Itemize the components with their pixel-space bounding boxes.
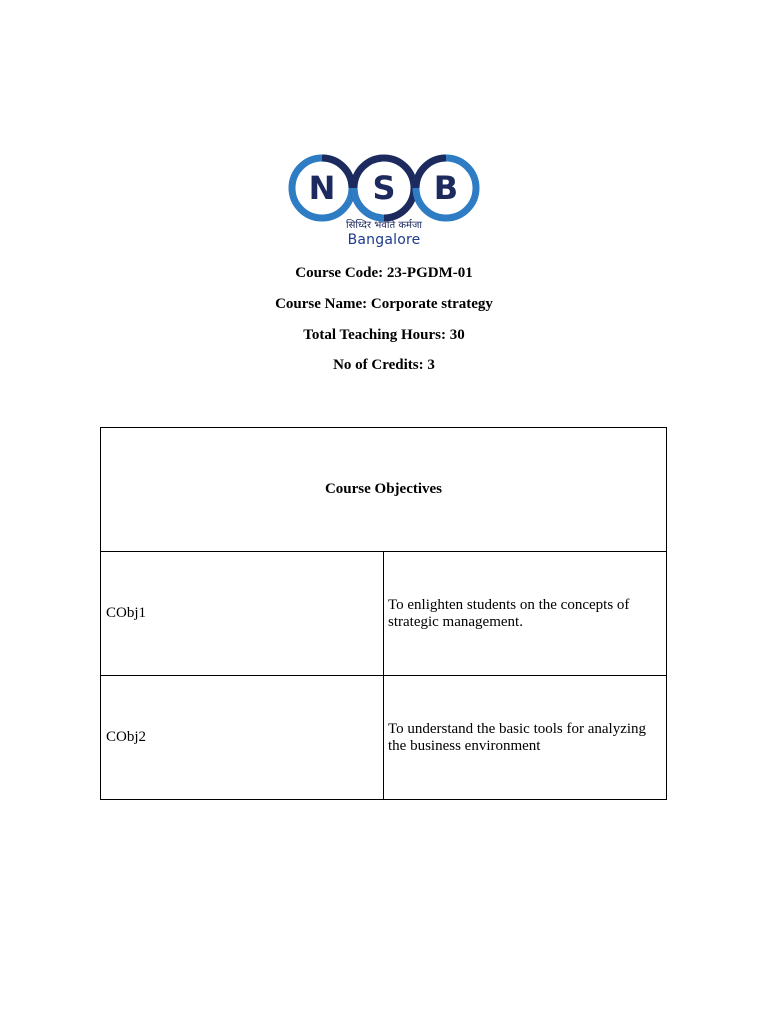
objective-description: To enlighten students on the concepts of strategic management. [384,552,667,676]
course-code: Course Code: 23-PGDM-01 [295,265,473,281]
credits: No of Credits: 3 [333,357,435,373]
objective-code: CObj1 [101,552,384,676]
course-objectives-table [100,427,667,800]
logo-city: Bangalore [347,232,421,248]
nsb-logo [286,150,482,252]
course-objectives-header: Course Objectives [101,428,667,552]
nsb-rings-icon [286,150,482,230]
logo-tagline: सिध्दिर भवति कर्मजा [345,220,423,230]
table-row [101,676,667,800]
table-header-row [101,428,667,552]
table-row [101,552,667,676]
course-name: Course Name: Corporate strategy [275,296,493,312]
objective-code: CObj2 [101,676,384,800]
teaching-hours: Total Teaching Hours: 30 [303,327,465,343]
logo-letter-s: S [372,169,396,207]
objective-description: To understand the basic tools for analyzing the business environment [384,676,667,800]
logo-letter-n: N [308,169,336,207]
logo-letter-b: B [433,169,459,207]
